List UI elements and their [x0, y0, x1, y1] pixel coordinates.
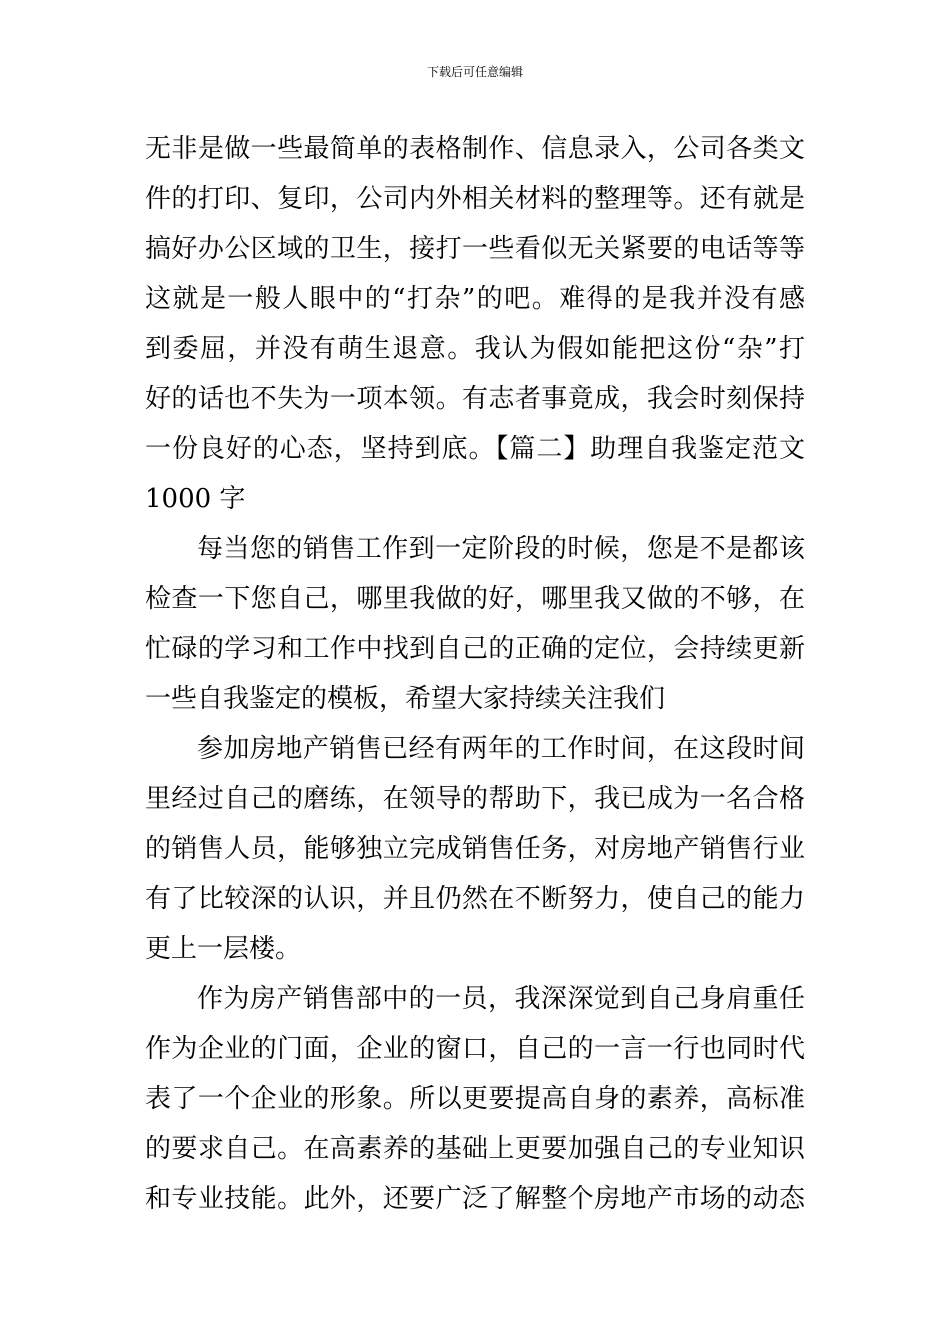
text-line: 表了一个企业的形象。所以更要提高自身的素养，高标准 [145, 1084, 805, 1114]
text-line: 搞好办公区域的卫生，接打一些看似无关紧要的电话等等 [145, 234, 805, 264]
text-line: 一份良好的心态，坚持到底。【篇二】助理自我鉴定范文 [145, 434, 805, 464]
text-line: 件的打印、复印，公司内外相关材料的整理等。还有就是 [145, 184, 805, 214]
text-line: 和专业技能。此外，还要广泛了解整个房地产市场的动态 [145, 1184, 805, 1214]
text-line: 的要求自己。在高素养的基础上更要加强自己的专业知识 [145, 1134, 805, 1164]
paragraph-4 [145, 974, 805, 1224]
text-line: 忙碌的学习和工作中找到自己的正确的定位，会持续更新 [145, 634, 805, 664]
paragraph-3 [145, 724, 805, 974]
text-line: 无非是做一些最简单的表格制作、信息录入，公司各类文 [145, 134, 805, 164]
text-line: 有了比较深的认识，并且仍然在不断努力，使自己的能力 [145, 884, 805, 914]
text-line-indented: 作为房产销售部中的一员，我深深觉到自己身肩重任 [197, 984, 805, 1014]
text-line-indented: 每当您的销售工作到一定阶段的时候，您是不是都该 [197, 534, 805, 564]
paragraph-2 [145, 524, 805, 724]
text-line-last: 更上一层楼。 [145, 934, 302, 964]
text-line-last: 1000 字 [145, 484, 246, 514]
text-line: 作为企业的门面，企业的窗口，自己的一言一行也同时代 [145, 1034, 805, 1064]
text-line-indented: 参加房地产销售已经有两年的工作时间，在这段时间 [197, 734, 805, 764]
text-line: 好的话也不失为一项本领。有志者事竟成，我会时刻保持 [145, 384, 805, 414]
text-line: 这就是一般人眼中的“打杂”的吧。难得的是我并没有感 [145, 284, 805, 314]
text-line: 里经过自己的磨练，在领导的帮助下，我已成为一名合格 [145, 784, 805, 814]
text-line: 到委屈，并没有萌生退意。我认为假如能把这份“杂”打 [145, 334, 805, 364]
text-line: 的销售人员，能够独立完成销售任务，对房地产销售行业 [145, 834, 805, 864]
paragraph-1 [145, 124, 805, 524]
text-line: 检查一下您自己，哪里我做的好，哪里我又做的不够，在 [145, 584, 805, 614]
document-body [145, 124, 805, 1224]
page-header: 下载后可任意编辑 [426, 65, 523, 79]
text-line-last: 一些自我鉴定的模板，希望大家持续关注我们 [145, 684, 666, 714]
